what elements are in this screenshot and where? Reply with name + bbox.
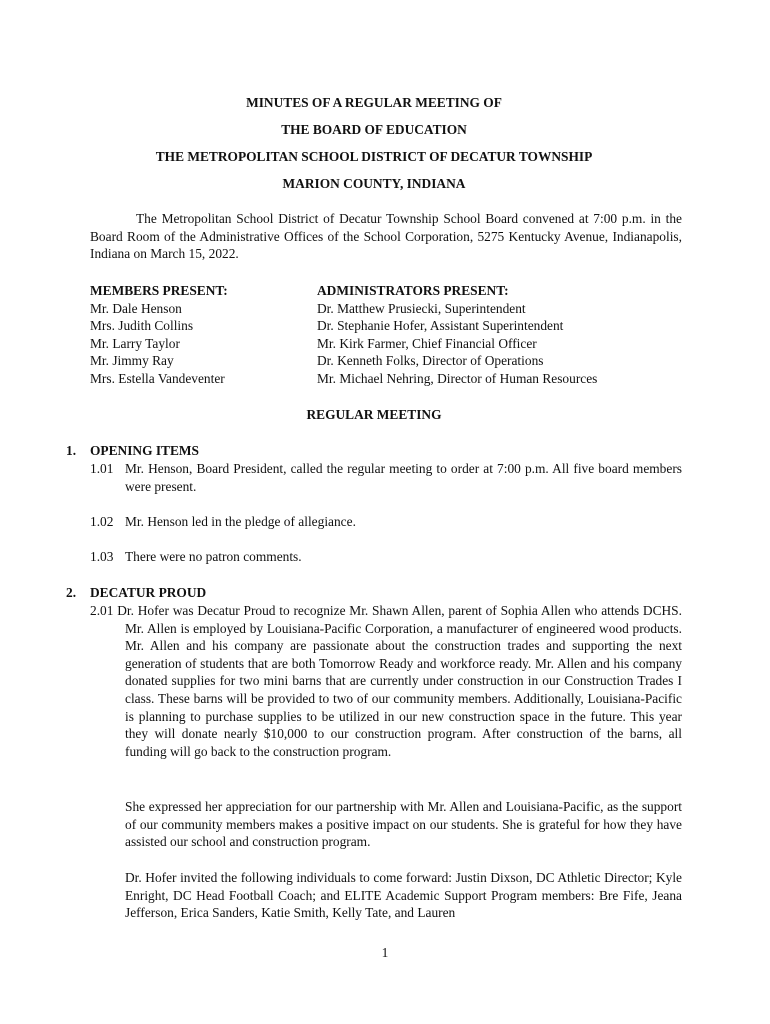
administrators-heading: ADMINISTRATORS PRESENT: [317, 283, 509, 298]
administrator-name: Dr. Kenneth Folks, Director of Operations [317, 353, 544, 369]
item-text: There were no patron comments. [125, 549, 302, 564]
section-title: DECATUR PROUD [90, 585, 207, 600]
item-paragraph: Dr. Hofer invited the following individuals to come forward: Justin Dixson, DC Athletic Director; Kyle Enright, DC Head Football Coach; and ELITE Academic Support Program members: Bre Fife, Jeana Jefferson, Erica Sanders, Katie Smith, Kelly Tate, and Lauren [125, 870, 682, 921]
section-number: 2. [66, 585, 77, 600]
item-number: 2.01 [90, 603, 114, 618]
intro-paragraph: The Metropolitan School District of Decatur Township School Board convened at 7:00 p.m. in the Board Room of the Administrative Offices of the School Corporation, 5275 Kentucky Avenue, Indianapolis, Indiana on March 15, 2022. [90, 211, 682, 262]
section-heading [66, 584, 206, 602]
title-line-1: MINUTES OF A REGULAR MEETING OF [246, 95, 502, 110]
item-paragraph: She expressed her appreciation for our partnership with Mr. Allen and Louisiana-Pacific, as the support of our community members makes a positive impact on our students. She is grateful for how they have assisted our school and construction program. [125, 799, 682, 850]
section-title: OPENING ITEMS [90, 443, 200, 458]
agenda-item [90, 602, 682, 760]
page-number: 1 [381, 945, 389, 960]
administrators-present [317, 282, 597, 388]
item-number: 1.01 [90, 461, 114, 476]
member-name: Mrs. Judith Collins [90, 318, 194, 334]
title-line-3: THE METROPOLITAN SCHOOL DISTRICT OF DECATUR TOWNSHIP [155, 149, 593, 164]
item-number: 1.03 [90, 549, 114, 564]
member-name: Mrs. Estella Vandeventer [90, 370, 225, 386]
agenda-item [90, 513, 682, 531]
item-text: Mr. Henson led in the pledge of allegiance. [125, 514, 356, 529]
item-text: Dr. Hofer was Decatur Proud to recognize Mr. Shawn Allen, parent of Sophia Allen who attends DCHS. Mr. Allen is employed by Louisiana-Pacific Corporation, a manufacturer of engineered wood products. Mr. Allen and his company are passionate about the construction trades and supporting the next generation of students that are both Tomorrow Ready and workforce ready. Mr. Allen and his company donated supplies for two mini barns that are currently under construction in our Construction Trades I class. These barns will be provided to two of our community members. Additionally, Louisiana-Pacific is planning to purchase supplies to be utilized in our new construction space in the future. This year they will donate nearly $10,000 to our construction program. After construction of the barns, all funding will go back to the construction program. [117, 603, 682, 759]
members-heading: MEMBERS PRESENT: [90, 283, 228, 298]
member-name: Mr. Dale Henson [90, 300, 182, 316]
item-text: Mr. Henson, Board President, called the regular meeting to order at 7:00 p.m. All five board members were present. [125, 461, 682, 494]
section-heading [66, 442, 199, 460]
item-number: 1.02 [90, 514, 114, 529]
regular-meeting-heading: REGULAR MEETING [306, 407, 442, 422]
title-line-4: MARION COUNTY, INDIANA [282, 176, 466, 191]
administrator-name: Dr. Matthew Prusiecki, Superintendent [317, 300, 526, 316]
members-present [90, 282, 228, 388]
administrator-name: Mr. Michael Nehring, Director of Human Resources [317, 370, 598, 386]
administrator-name: Mr. Kirk Farmer, Chief Financial Officer [317, 335, 537, 351]
title-line-2: THE BOARD OF EDUCATION [281, 122, 467, 137]
administrator-name: Dr. Stephanie Hofer, Assistant Superintendent [317, 318, 564, 334]
member-name: Mr. Larry Taylor [90, 335, 180, 351]
section-number: 1. [66, 443, 77, 458]
agenda-item [90, 548, 682, 566]
agenda-item [90, 460, 682, 495]
member-name: Mr. Jimmy Ray [90, 353, 174, 369]
